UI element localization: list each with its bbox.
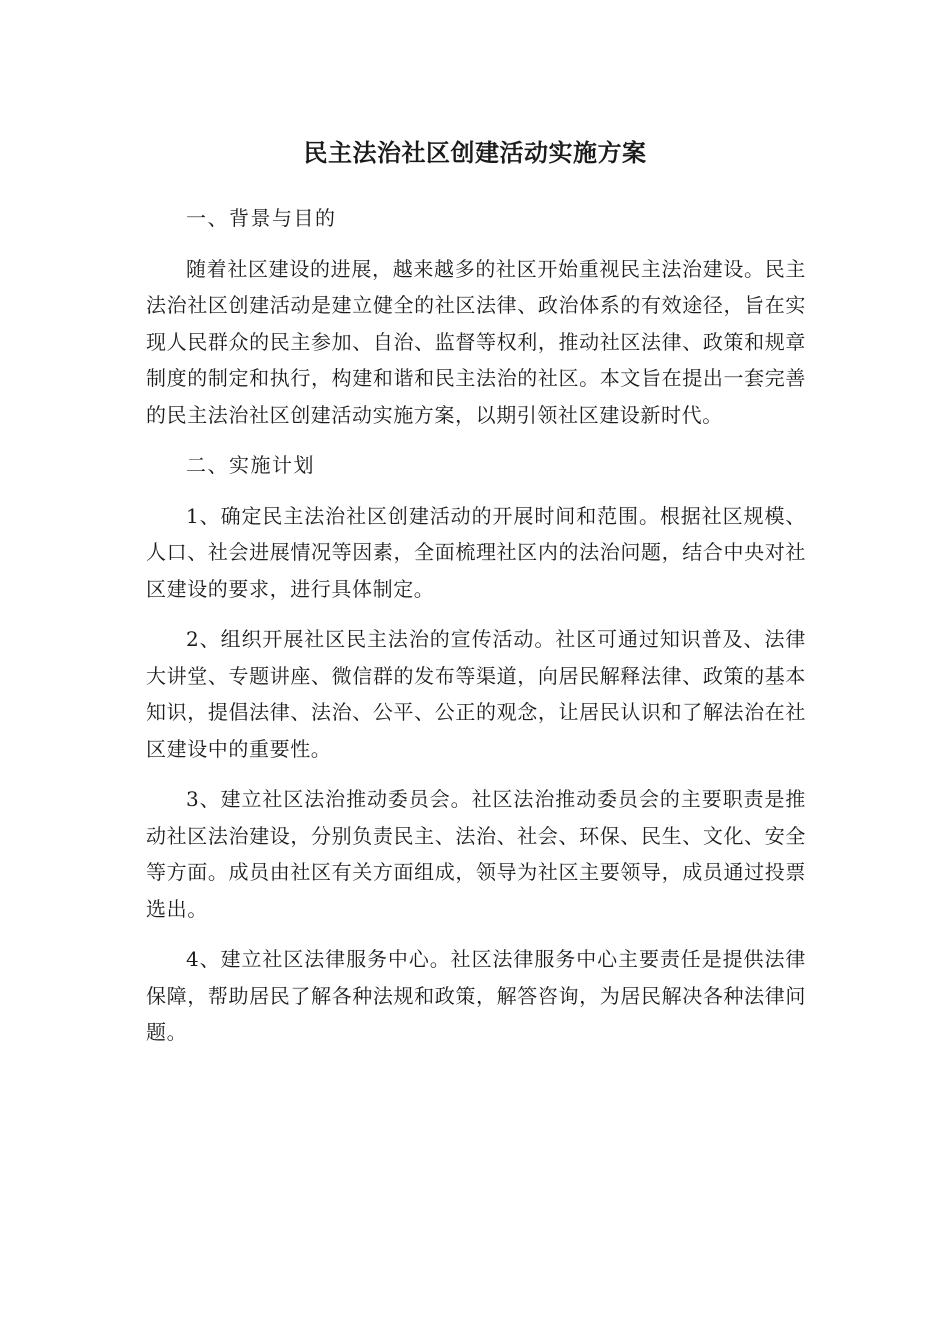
paragraph-plan-item-4: 4、建立社区法律服务中心。社区法律服务中心主要责任是提供法律保障，帮助居民了解各种法规和政策，解答咨询，为居民解决各种法律问题。 bbox=[146, 947, 806, 1044]
section-heading-plan: 二、实施计划 bbox=[186, 453, 315, 477]
paragraph-plan-item-2: 2、组织开展社区民主法治的宣传活动。社区可通过知识普及、法律大讲堂、专题讲座、微信群的发布等渠道，向居民解释法律、政策的基本知识，提倡法律、法治、公平、公正的观念，让居民认识和了解法治在社区建设中的重要性。 bbox=[146, 627, 806, 761]
section-heading-background: 一、背景与目的 bbox=[186, 206, 337, 230]
document-title: 民主法治社区创建活动实施方案 bbox=[303, 139, 647, 167]
paragraph-background: 随着社区建设的进展，越来越多的社区开始重视民主法治建设。民主法治社区创建活动是建立健全的社区法律、政治体系的有效途径，旨在实现人民群众的民主参加、自治、监督等权利，推动社区法律、政策和规章制度的制定和执行，构建和谐和民主法治的社区。本文旨在提出一套完善的民主法治社区创建活动实施方案，以期引领社区建设新时代。 bbox=[146, 256, 806, 427]
paragraph-plan-item-3: 3、建立社区法治推动委员会。社区法治推动委员会的主要职责是推动社区法治建设，分别负责民主、法治、社会、环保、民生、文化、安全等方面。成员由社区有关方面组成，领导为社区主要领导，成员通过投票选出。 bbox=[146, 787, 806, 921]
document-body bbox=[146, 200, 806, 1065]
paragraph-plan-item-1: 1、确定民主法治社区创建活动的开展时间和范围。根据社区规模、人口、社会进展情况等因素，全面梳理社区内的法治问题，结合中央对社区建设的要求，进行具体制定。 bbox=[146, 503, 806, 601]
